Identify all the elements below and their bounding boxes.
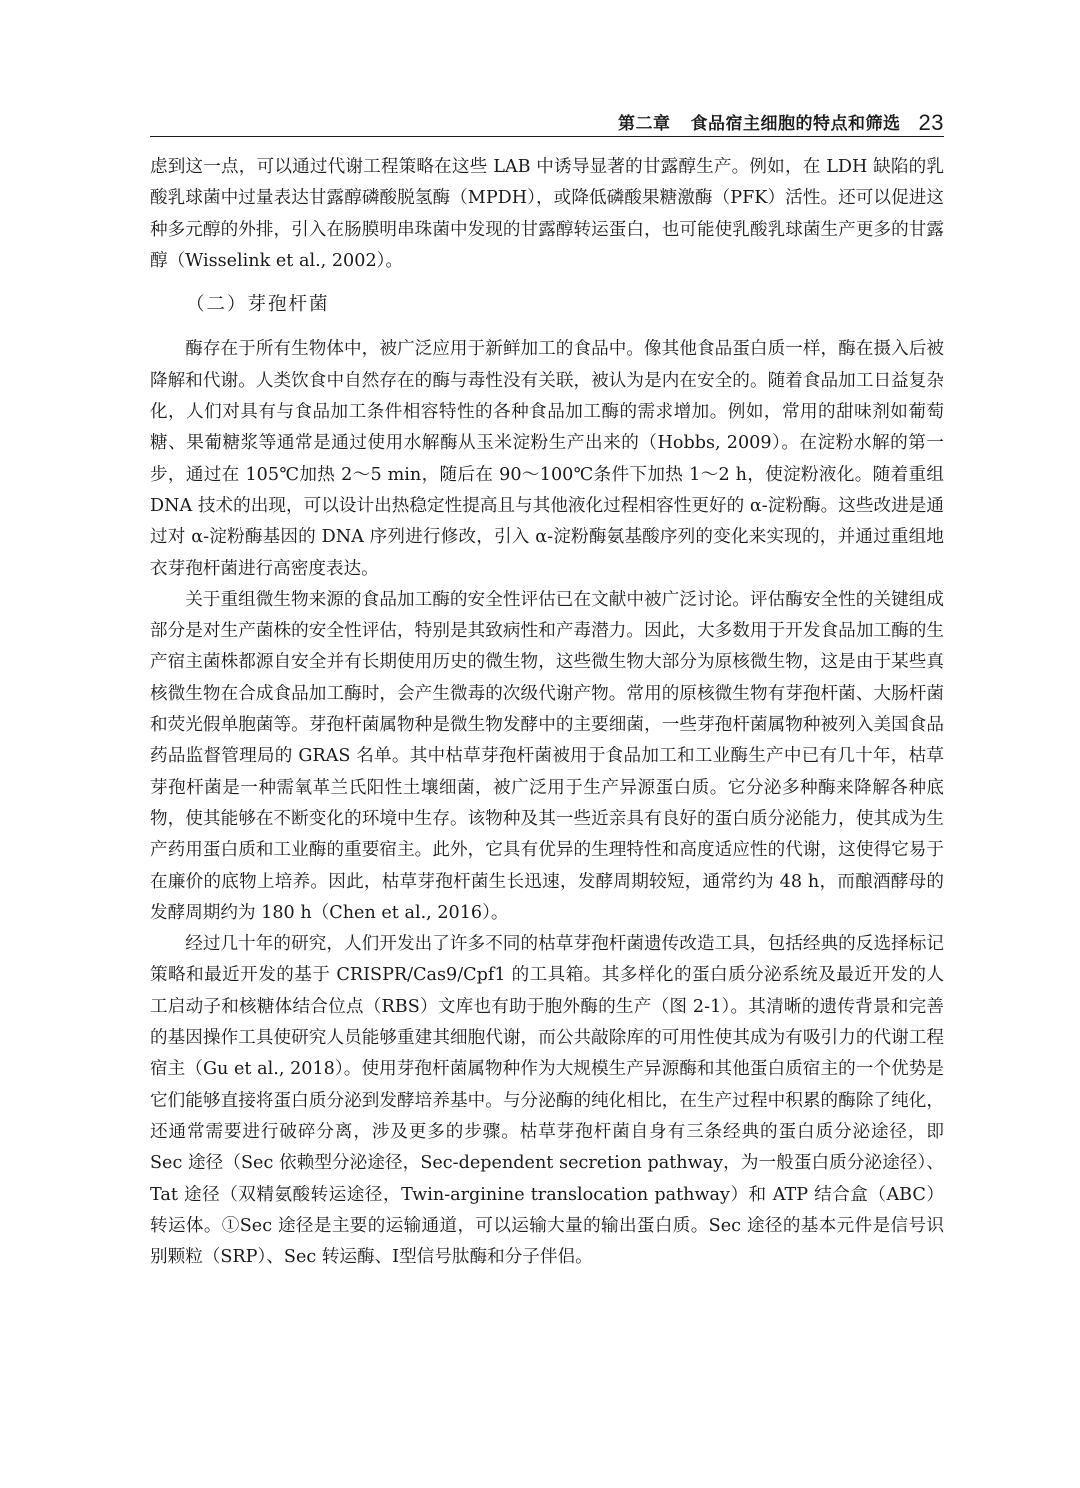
body-text [150, 152, 944, 1273]
section-heading: （二）芽孢杆菌 [186, 294, 330, 316]
chapter-title: 食品宿主细胞的特点和筛选 [690, 114, 901, 134]
paragraph-continued: 虑到这一点，可以通过代谢工程策略在这些 LAB 中诱导显著的甘露醇生产。例如，在 LDH 缺陷的乳酸乳球菌中过量表达甘露醇磷酸脱氢酶（MPDH），或降低磷酸果糖激酶（PFK）活性。还可以促进这种多元醇的外排，引入在肠膜明串珠菌中发现的甘露醇转运蛋白，也可能使乳酸乳球菌生产更多的甘露醇（Wisselink et al., 2002）。 [150, 157, 944, 271]
paragraph: 经过几十年的研究，人们开发出了许多不同的枯草芽孢杆菌遗传改造工具，包括经典的反选择标记策略和最近开发的基于 CRISPR/Cas9/Cpf1 的工具箱。其多样化的蛋白质分泌系统及最近开发的人工启动子和核糖体结合位点（RBS）文库也有助于胞外酶的生产（图 2-1）。其清晰的遗传背景和完善的基因操作工具使研究人员能够重建其细胞代谢，而公共敲除库的可用性使其成为有吸引力的代谢工程宿主（Gu et al., 2018）。使用芽孢杆菌属物种作为大规模生产异源酶和其他蛋白质宿主的一个优势是它们能够直接将蛋白质分泌到发酵培养基中。与分泌酶的纯化相比，在生产过程中积累的酶除了纯化，还通常需要进行破碎分离，涉及更多的步骤。枯草芽孢杆菌自身有三条经典的蛋白质分泌途径，即 Sec 途径（Sec 依赖型分泌途径，Sec-dependent secretion pathway，为一般蛋白质分泌途径）、Tat 途径（双精氨酸转运途径，Twin-arginine translocation pathway）和 ATP 结合盒（ABC）转运体。①Sec 途径是主要的运输通道，可以运输大量的输出蛋白质。Sec 途径的基本元件是信号识别颗粒（SRP）、Sec 转运酶、Ⅰ型信号肽酶和分子伴侣。 [150, 934, 944, 1268]
header-rule [150, 136, 944, 137]
running-header [150, 100, 944, 134]
paragraph: 关于重组微生物来源的食品加工酶的安全性评估已在文献中被广泛讨论。评估酶安全性的关键组成部分是对生产菌株的安全性评估，特别是其致病性和产毒潜力。因此，大多数用于开发食品加工酶的生产宿主菌株都源自安全并有长期使用历史的微生物，这些微生物大部分为原核微生物，这是由于某些真核微生物在合成食品加工酶时，会产生微毒的次级代谢产物。常用的原核微生物有芽孢杆菌、大肠杆菌和荧光假单胞菌等。芽孢杆菌属物种是微生物发酵中的主要细菌，一些芽孢杆菌属物种被列入美国食品药品监督管理局的 GRAS 名单。其中枯草芽孢杆菌被用于食品加工和工业酶生产中已有几十年，枯草芽孢杆菌是一种需氧革兰氏阳性土壤细菌，被广泛用于生产异源蛋白质。它分泌多种酶来降解各种底物，使其能够在不断变化的环境中生存。该物种及其一些近亲具有良好的蛋白质分泌能力，使其成为生产药用蛋白质和工业酶的重要宿主。此外，它具有优异的生理特性和高度适应性的代谢，这使得它易于在廉价的底物上培养。因此，枯草芽孢杆菌生长迅速，发酵周期较短，通常约为 48 h，而酿酒酵母的发酵周期约为 180 h（Chen et al., 2016）。 [150, 589, 944, 923]
page-number: 23 [918, 110, 944, 135]
paragraph: 酶存在于所有生物体中，被广泛应用于新鲜加工的食品中。像其他食品蛋白质一样，酶在摄入后被降解和代谢。人类饮食中自然存在的酶与毒性没有关联，被认为是内在安全的。随着食品加工日益复杂化，人们对具有与食品加工条件相容特性的各种食品加工酶的需求增加。例如，常用的甜味剂如葡萄糖、果葡糖浆等通常是通过使用水解酶从玉米淀粉生产出来的（Hobbs, 2009）。在淀粉水解的第一步，通过在 105℃加热 2～5 min，随后在 90～100℃条件下加热 1～2 h，使淀粉液化。随着重组 DNA 技术的出现，可以设计出热稳定性提高且与其他液化过程相容性更好的 α-淀粉酶。这些改进是通过对 α-淀粉酶基因的 DNA 序列进行修改，引入 α-淀粉酶氨基酸序列的变化来实现的，并通过重组地衣芽孢杆菌进行高密度表达。 [150, 339, 944, 579]
chapter-label: 第二章 [618, 114, 671, 134]
